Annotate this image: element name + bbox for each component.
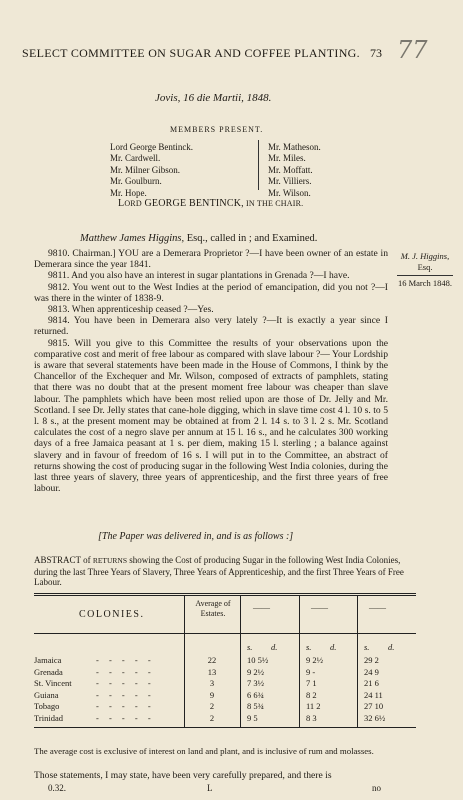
free-labour-cost: 24 9 (364, 666, 379, 677)
free-labour-cost: 24 11 (364, 689, 383, 700)
table-col-divider (240, 595, 241, 727)
members-left-column (110, 142, 193, 199)
member-name: Mr. Villiers. (268, 176, 312, 187)
table-footnote: The average cost is exclusive of interest on land and plant, and is inclusive of rum and molasses. (34, 746, 374, 756)
members-divider (258, 140, 259, 190)
chair-prefix-smallcaps: ORD (124, 199, 142, 208)
page-number: 73 (370, 46, 382, 60)
abstract-lead-smallcaps: RETURNS (92, 556, 128, 565)
apprenticeship-cost: 11 2 (306, 701, 321, 712)
col-header-dash: —— (311, 602, 328, 612)
leader-dots: - - - - - (96, 666, 155, 677)
table-col-divider (299, 595, 300, 727)
handwritten-folio-number: 77 (397, 36, 428, 64)
member-name: Mr. Wilson. (268, 187, 311, 198)
unit-d: d. (388, 642, 395, 652)
abstract-lead: ABSTRACT of (34, 555, 93, 565)
free-labour-cost: 27 10 (364, 701, 384, 712)
col-header-dash: —— (253, 602, 270, 612)
member-name: Lord George Bentinck. (110, 142, 194, 152)
colony-name: Guiana (34, 689, 59, 700)
leader-dots: - - - - - (96, 713, 155, 723)
testimony-paragraph: 9811. And you also have an interest in sugar plantations in Grenada ?—I have. (48, 270, 350, 282)
unit-s: s. (306, 642, 312, 652)
apprenticeship-cost: 9 2½ (306, 655, 323, 665)
member-name: Mr. Goulburn. (110, 176, 162, 187)
col-header-colonies: COLONIES. (79, 609, 145, 620)
signature-mark: 0.32. (48, 783, 66, 793)
testimony-text (34, 248, 388, 494)
paper-note (98, 531, 293, 542)
paper-note-text: [The Paper was delivered in, and is as follows :] (98, 531, 294, 542)
member-name: Mr. Moffatt. (268, 164, 313, 175)
side-note-title: Esq. (417, 262, 433, 272)
slavery-cost: 10 5½ (247, 655, 269, 665)
leader-dots: - - - - - (96, 678, 155, 689)
colony-name: Jamaica (34, 655, 62, 665)
unit-s: s. (364, 642, 370, 652)
colony-name: Trinidad (34, 713, 63, 723)
members-heading: MEMBERS PRESENT. (170, 125, 264, 134)
apprenticeship-cost: 9 - (306, 666, 316, 677)
chair-prefix: L (118, 198, 125, 209)
unit-d: d. (330, 642, 337, 652)
testimony-paragraph: 9810. Chairman.] YOU are a Demerara Proprietor ?—I have been owner of an estate in Demerara since the year 1841. (34, 248, 388, 271)
estates-value: 13 (207, 666, 217, 677)
session-date: Jovis, 16 die Martii, 1848. (155, 92, 272, 104)
free-labour-cost: 21 6 (364, 678, 379, 689)
side-note (393, 251, 457, 289)
cost-table (34, 593, 416, 761)
col-header-estates: Average of Estates. (195, 599, 231, 618)
signature-letter: L (207, 783, 213, 793)
estates-value: 3 (209, 678, 215, 689)
abstract-caption (34, 555, 414, 588)
col-header-dash: —— (369, 602, 386, 612)
witness-name: Matthew James Higgins, (80, 233, 185, 244)
table-bottom-rule (34, 727, 416, 728)
table-header-rule (34, 633, 416, 634)
slavery-cost: 9 5 (247, 713, 258, 723)
chair-rest: IN THE CHAIR. (243, 199, 304, 208)
apprenticeship-cost: 7 1 (306, 678, 317, 689)
table-top-rule (34, 593, 416, 594)
running-title: SELECT COMMITTEE ON SUGAR AND COFFEE PLANTING. (22, 46, 360, 60)
table-col-divider (357, 595, 358, 727)
apprenticeship-cost: 8 3 (306, 713, 317, 723)
side-note-rule (397, 275, 453, 276)
estates-value: 2 (209, 701, 215, 712)
member-name: Mr. Hope. (110, 187, 147, 198)
estates-value: 2 (209, 713, 215, 723)
unit-d: d. (271, 642, 278, 652)
unit-s: s. (247, 642, 253, 652)
testimony-paragraph: 9813. When apprenticeship ceased ?—Yes. (48, 304, 214, 316)
member-name: Mr. Cardwell. (110, 153, 161, 164)
colony-name: Grenada (34, 666, 63, 677)
testimony-paragraph: 9815. Will you give to this Committee the results of your observations upon the comparative cost and merit of free labour as compared with slave labour ?— Your Lordship is aware that several statements have been made in the House of Commons, I think by the Chancellor of the Exchequer and Mr. Wilson, composed of extracts of pamphlets, stating that there was no doubt that at the present moment free labour was cheaper than slave labour. The pamphlets which have been most relied upon are those of Dr. Jelly and Mr. Scotland. I see Dr. Jelly states that cane-hole digging, which in slave time cost 4 l. 10 s. to 5 l. 8 s., at the present moment may be obtained at from 2 l. 14 s. to 3 l. 2 s. Mr. Scotland calculates the cost of a negro slave per annum at 15 l. 16 s., and he calculates 300 working days of a free Jamaica peasant at 1 s. per diem, making 15 l. sterling ; a balance against slavery and in favour of freedom of 16 s. I will put in to the Committee, an abstract of returns showing the cost of producing sugar in the following West India colonies, during the last three years of slavery, three years of apprenticeship, and the first three years of free labour. (34, 337, 388, 495)
apprenticeship-cost: 8 2 (306, 689, 317, 700)
colony-name: Tobago (34, 701, 60, 712)
leader-dots: - - - - - (96, 689, 155, 700)
leader-dots: - - - - - (96, 701, 155, 712)
testimony-paragraph: 9814. You have been in Demerara also very lately ?—It is exactly a year since I returned. (34, 315, 388, 338)
side-note-name: M. J. Higgins, (400, 251, 450, 261)
members-right-column (268, 142, 321, 199)
abstract-text: showing the Cost of producing Sugar in the following West India Colonies, during the last Three Years of Slavery, Three Years of Apprenticeship, and the first Three Years of Free Labour. (34, 555, 404, 587)
slavery-cost: 6 6¾ (247, 689, 264, 700)
side-note-date: 16 March 1848. (397, 278, 453, 288)
colony-name: St. Vincent (34, 678, 72, 689)
estates-value: 22 (207, 655, 217, 665)
slavery-cost: 7 3½ (247, 678, 264, 689)
table-top-rule-2 (34, 595, 416, 596)
free-labour-cost: 32 6½ (364, 713, 386, 723)
table-col-divider (184, 595, 185, 727)
chair-name: GEORGE BENTINCK, (141, 198, 244, 209)
leader-dots: - - - - - (96, 655, 155, 665)
catchword: no (372, 783, 381, 793)
testimony-paragraph: 9812. You went out to the West Indies at the period of emancipation, did you not ?—I was there in the winter of 1838-9. (34, 281, 388, 304)
member-name: Mr. Matheson. (268, 142, 321, 152)
continuation-line: Those statements, I may state, have been very carefully prepared, and there is (34, 770, 332, 781)
member-name: Mr. Milner Gibson. (110, 164, 181, 175)
estates-value: 9 (209, 689, 215, 700)
member-name: Mr. Miles. (268, 153, 306, 164)
witness-called: Esq., called in ; and Examined. (184, 233, 318, 244)
witness-line (80, 233, 317, 244)
slavery-cost: 9 2½ (247, 666, 264, 677)
free-labour-cost: 29 2 (364, 655, 379, 665)
chair-line (118, 198, 303, 209)
slavery-cost: 8 5¾ (247, 701, 264, 712)
